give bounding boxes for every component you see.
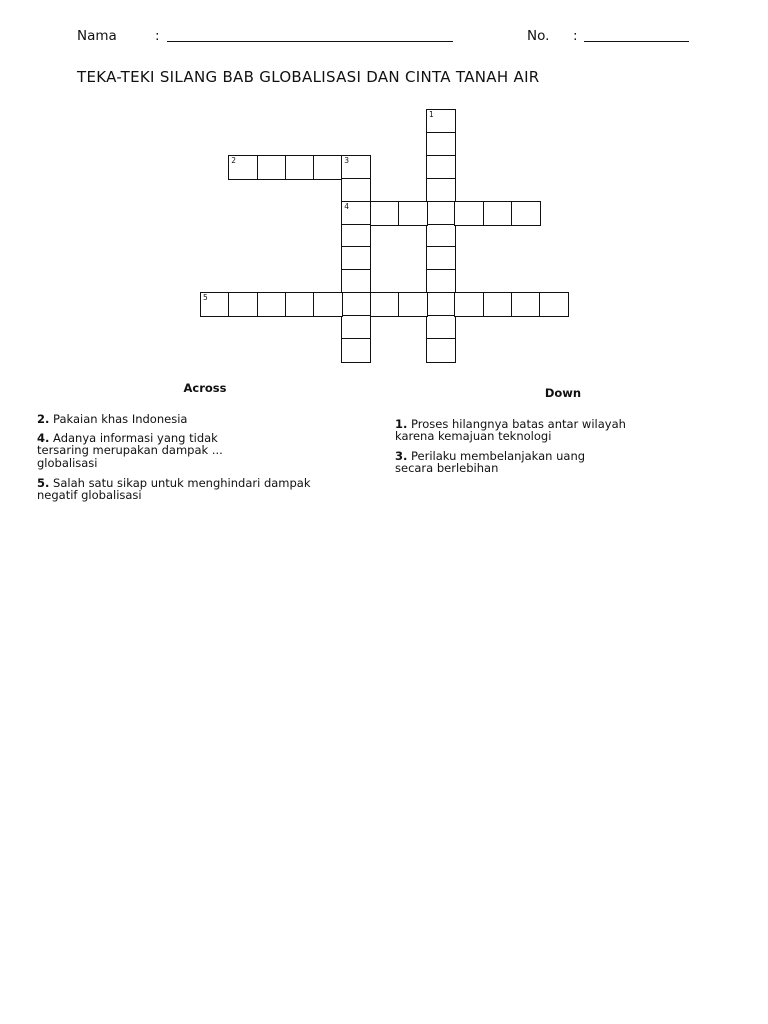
crossword-cell[interactable] <box>426 292 456 317</box>
clue-text: Adanya informasi yang tidak tersaring merupakan dampak ... globalisasi <box>37 430 223 470</box>
clue-text: Salah satu sikap untuk menghindari dampak negatif globalisasi <box>37 475 311 502</box>
clue-number-label: 5 <box>203 293 208 303</box>
crossword-cell[interactable] <box>257 155 287 180</box>
no-field-line[interactable] <box>584 41 689 42</box>
crossword-cell[interactable] <box>228 155 258 180</box>
clue-number: 3. <box>395 448 408 463</box>
across-heading: Across <box>183 381 227 395</box>
crossword-cell[interactable] <box>341 315 371 340</box>
across-clue-5 <box>37 464 311 502</box>
crossword-cell[interactable] <box>341 178 371 203</box>
crossword-cell[interactable] <box>426 338 456 363</box>
crossword-cell[interactable] <box>313 292 343 317</box>
clue-number-label: 4 <box>344 201 350 211</box>
crossword-cell[interactable] <box>454 201 484 226</box>
crossword-cell[interactable] <box>398 292 428 317</box>
across-clue-4 <box>37 419 223 469</box>
crossword-cell[interactable] <box>370 292 400 317</box>
crossword-cell[interactable] <box>426 224 456 249</box>
crossword-cell[interactable] <box>426 132 456 157</box>
crossword-cell[interactable] <box>426 178 456 203</box>
clue-number: 4. <box>37 430 50 445</box>
crossword-cell[interactable] <box>200 292 230 317</box>
down-heading: Down <box>544 386 582 400</box>
crossword-cell[interactable] <box>341 155 371 180</box>
crossword-cell[interactable] <box>426 269 456 294</box>
crossword-cell[interactable] <box>483 201 513 226</box>
crossword-cell[interactable] <box>426 315 456 340</box>
nama-label: Nama <box>77 28 117 44</box>
crossword-cell[interactable] <box>539 292 569 317</box>
crossword-cell[interactable] <box>313 155 343 180</box>
crossword-cell[interactable] <box>483 292 513 317</box>
clue-number: 5. <box>37 475 50 490</box>
clue-text: Proses hilangnya batas antar wilayah karena kemajuan teknologi <box>395 416 626 443</box>
crossword-cell[interactable] <box>341 292 371 317</box>
crossword-grid <box>0 0 768 380</box>
crossword-cell[interactable] <box>370 201 400 226</box>
nama-field-line[interactable] <box>167 41 453 42</box>
clue-number: 2. <box>37 411 50 426</box>
crossword-cell[interactable] <box>341 246 371 271</box>
nama-colon: : <box>155 28 160 44</box>
clue-number-label: 1 <box>429 110 434 119</box>
crossword-cell[interactable] <box>228 292 258 317</box>
crossword-cell[interactable] <box>426 155 456 180</box>
crossword-cell[interactable] <box>341 338 371 363</box>
crossword-cell[interactable] <box>511 292 541 317</box>
crossword-cell[interactable] <box>257 292 287 317</box>
clue-text: Perilaku membelanjakan uang secara berlebihan <box>395 448 586 475</box>
clue-number: 1. <box>395 416 408 431</box>
crossword-cell[interactable] <box>426 246 456 271</box>
no-colon: : <box>573 28 578 44</box>
clue-number-label: 2 <box>231 155 237 165</box>
crossword-cell[interactable] <box>398 201 428 226</box>
crossword-cell[interactable] <box>285 292 315 317</box>
crossword-cell[interactable] <box>426 109 456 134</box>
no-label: No. <box>527 28 550 44</box>
crossword-cell[interactable] <box>341 224 371 249</box>
crossword-cell[interactable] <box>426 201 456 226</box>
clue-text: Pakaian khas Indonesia <box>53 411 188 426</box>
crossword-cell[interactable] <box>285 155 315 180</box>
crossword-cell[interactable] <box>511 201 541 226</box>
clue-number-label: 3 <box>344 155 350 165</box>
crossword-cell[interactable] <box>454 292 484 317</box>
page-title: TEKA-TEKI SILANG BAB GLOBALISASI DAN CINTA TANAH AIR <box>77 68 540 86</box>
down-clue-3 <box>395 437 585 475</box>
crossword-cell[interactable] <box>341 201 371 226</box>
crossword-cell[interactable] <box>341 269 371 294</box>
